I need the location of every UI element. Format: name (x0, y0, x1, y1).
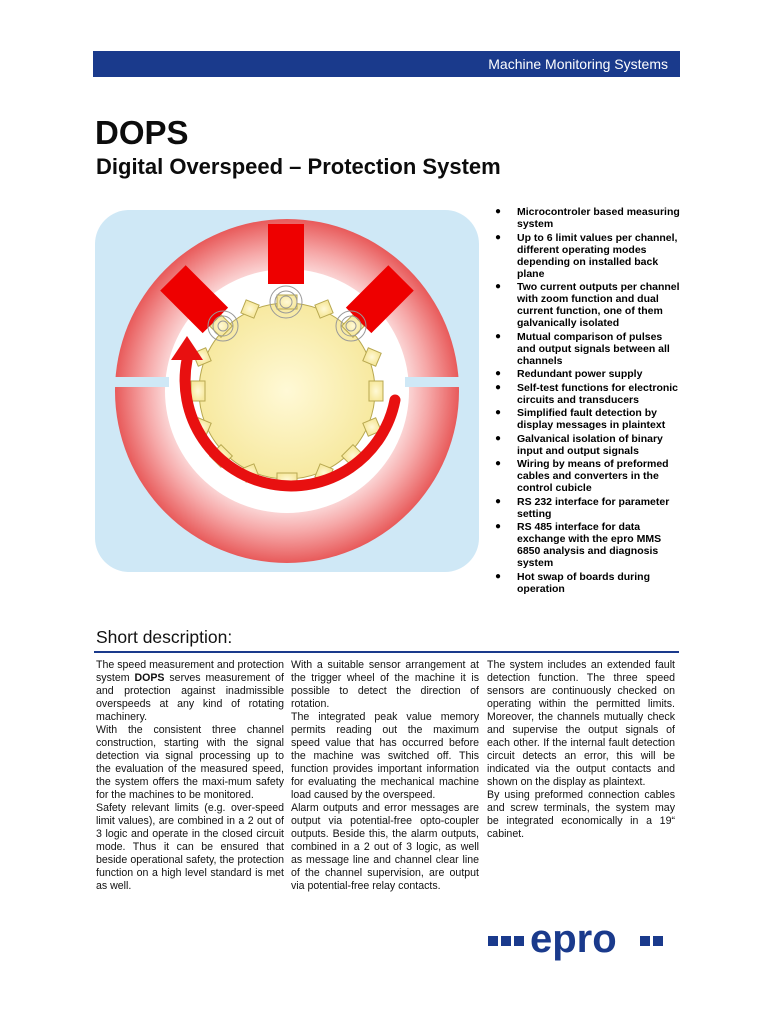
paragraph: The integrated peak value memory permits reading out the maximum speed value that has occurred before the machine was switched off. This function provides important information for evaluating the mechanical machine load caused by the overspeed. (291, 711, 479, 801)
bullet-icon: ● (495, 432, 502, 444)
paragraph: The system includes an extended fault detection function. The three speed sensors are continuously checked on operating within the permitted limits. Moreover, the channels mutually check and supervise the output signals of each other. If the internal fault detection circuit detects an error, this will be indicated via the output contacts and shown on the display as plaintext. (487, 659, 675, 788)
bullet-icon: ● (495, 368, 502, 379)
bullet-icon: ● (495, 495, 502, 507)
feature-item: ● Microcontroler based measuring system (495, 206, 680, 230)
feature-item: ● Mutual comparison of pulses and output signals between all channels (495, 330, 670, 367)
bullet-icon: ● (495, 231, 502, 243)
feature-item: ● Self-test functions for electronic circuits and transducers (495, 381, 679, 406)
feature-item: ● Up to 6 limit values per channel, different operating modes depending on installed back plane (495, 231, 678, 280)
paragraph: With a suitable sensor arrangement at the trigger wheel of the machine it is possible to detect the direction of rotation. (291, 659, 479, 710)
description-column-1 (96, 659, 284, 893)
ring-gap-right (405, 377, 465, 387)
bullet-icon: ● (495, 458, 502, 469)
feature-item: ● Two current outputs per channel with zoom function and dual current function, one of them galvanically isolated (495, 281, 680, 329)
page-subtitle: Digital Overspeed – Protection System (96, 154, 501, 179)
short-description-heading: Short description: (96, 627, 233, 647)
logo-text: epro (530, 920, 617, 961)
bullet-icon: ● (495, 407, 502, 418)
bullet-icon: ● (495, 206, 502, 217)
paragraph: Alarm outputs and error messages are output via potential-free opto-coupler outputs. Beside this, the alarm outputs, combined in a 2 out of 3 logic, as well as message line and channel clear line of the channel supervision, are output via potential-free relay contacts. (291, 802, 479, 892)
overspeed-sensor-illustration (95, 210, 479, 572)
section-divider (94, 651, 679, 653)
bullet-icon: ● (495, 521, 502, 532)
epro-logo (488, 920, 678, 970)
paragraph: Safety relevant limits (e.g. over-speed limit values), are combined in a 2 out of 3 logic and operate in the closed circuit mode. Thus it can be ensured that beside operational safety, the protection function on a high level standard is met as well. (96, 802, 284, 892)
feature-item: ● Simplified fault detection by display messages in plaintext (495, 407, 666, 431)
bullet-icon: ● (495, 281, 502, 292)
feature-item: ● Redundant power supply (495, 368, 643, 380)
bullet-icon: ● (495, 330, 502, 342)
paragraph: By using preformed connection cables and screw terminals, the system may be integrated economically in a 19“ cabinet. (487, 789, 675, 840)
feature-item: ● RS 232 interface for parameter setting (495, 495, 670, 520)
description-column-3 (487, 659, 675, 841)
description-column-2 (291, 659, 479, 893)
bullet-icon: ● (495, 381, 502, 393)
paragraph: The speed measurement and protection system DOPS serves measurement of and protection against inadmissible overspeeds at any kind of rotating machinery. (96, 659, 284, 723)
page-title: DOPS (95, 114, 189, 151)
feature-item: ● Hot swap of boards during operation (495, 570, 650, 595)
paragraph: With the consistent three channel construction, starting with the signal detection via signal processing up to the evaluation of the measured speed, the system offers the maxi-mum safety for the machines to be monitored. (96, 724, 284, 801)
header-title: Machine Monitoring Systems (488, 56, 668, 72)
feature-item: ● Galvanical isolation of binary input and output signals (495, 432, 663, 457)
bullet-icon: ● (495, 570, 502, 582)
feature-item: ● Wiring by means of preformed cables and converters in the control cubicle (495, 458, 669, 494)
feature-list (492, 206, 682, 596)
header-bar (93, 51, 680, 77)
feature-item: ● RS 485 interface for data exchange with the epro MMS 6850 analysis and diagnosis system (495, 521, 662, 569)
ring-gap-left (109, 377, 169, 387)
